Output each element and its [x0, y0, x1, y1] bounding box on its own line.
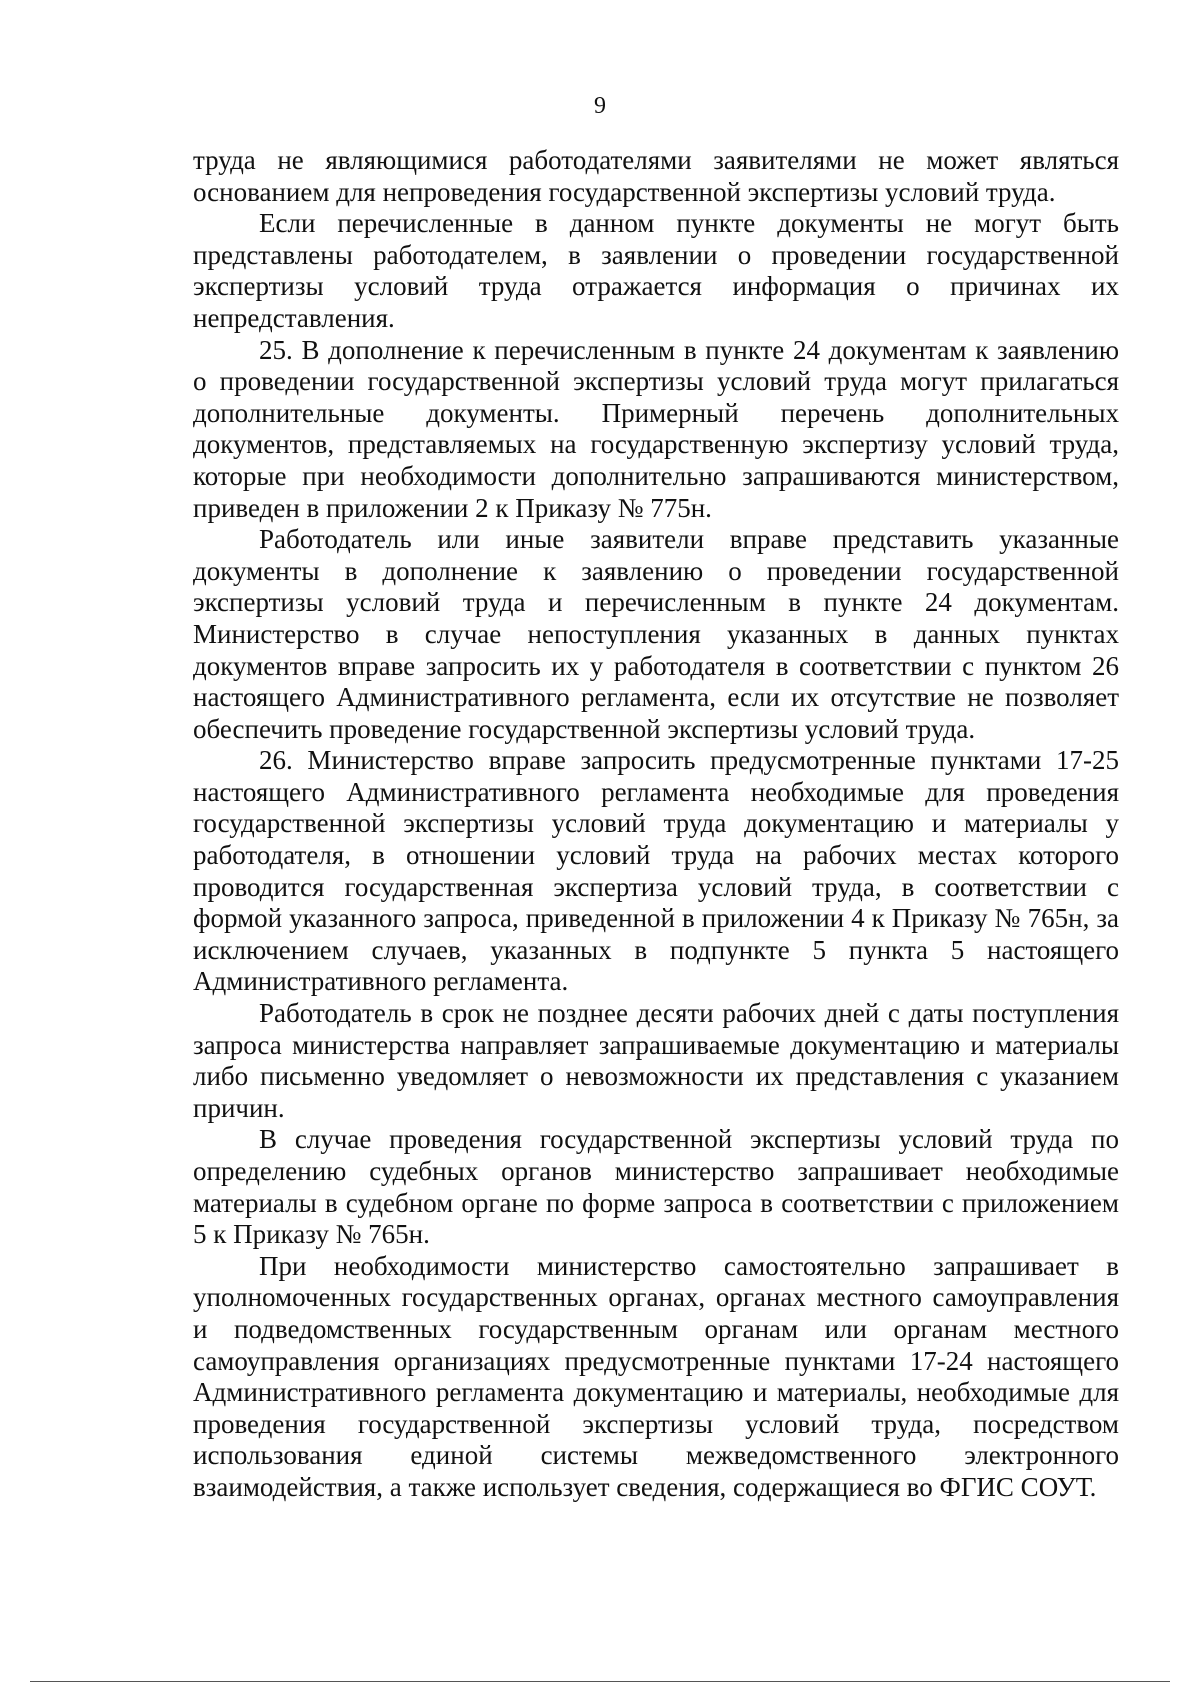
paragraph-item-25: 25. В дополнение к перечисленным в пункте 24 документам к заявлению о проведении государственной экспертизы условий труда могут прилагаться дополнительные документы. Примерный перечень дополнительных документов, представляемых на государственную экспертизу условий труда, которые при необходимости дополнительно запрашиваются министерством, приведен в приложении 2 к Приказу № 775н. — [193, 334, 1119, 523]
page-bottom-rule — [30, 1681, 1170, 1682]
paragraph: Работодатель в срок не позднее десяти рабочих дней с даты поступления запроса министерства направляет запрашиваемые документацию и материалы либо письменно уведомляет о невозможности их представления с указанием причин. — [193, 998, 1119, 1123]
paragraph: Если перечисленные в данном пункте документы не могут быть представлены работодателем, в заявлении о проведении государственной экспертизы условий труда отражается информация о причинах их непредставления. — [193, 208, 1119, 333]
document-body — [193, 145, 1119, 1504]
paragraph: Работодатель или иные заявители вправе представить указанные документы в дополнение к заявлению о проведении государственной экспертизы условий труда и перечисленным в пункте 24 документам. Министерство в случае непоступления указанных в данных пунктах документов вправе запросить их у работодателя в соответствии с пунктом 26 настоящего Административного регламента, если их отсутствие не позволяет обеспечить проведение государственной экспертизы условий труда. — [193, 524, 1119, 744]
paragraph: В случае проведения государственной экспертизы условий труда по определению судебных органов министерство запрашивает необходимые материалы в судебном органе по форме запроса в соответствии с приложением 5 к Приказу № 765н. — [193, 1124, 1119, 1250]
page-number: 9 — [594, 93, 606, 119]
paragraph-continuation: труда не являющимися работодателями заявителями не может являться основанием для непроведения государственной экспертизы условий труда. — [193, 145, 1119, 207]
paragraph-item-26: 26. Министерство вправе запросить предусмотренные пунктами 17-25 настоящего Административного регламента необходимые для проведения государственной экспертизы условий труда документацию и материалы у работодателя, в отношении условий труда на рабочих местах которого проводится государственная экспертиза условий труда, в соответствии с формой указанного запроса, приведенной в приложении 4 к Приказу № 765н, за исключением случаев, указанных в подпункте 5 пункта 5 настоящего Административного регламента. — [193, 745, 1119, 997]
paragraph: При необходимости министерство самостоятельно запрашивает в уполномоченных государственных органах, органах местного самоуправления и подведомственных государственным органам или органам местного самоуправления организациях предусмотренные пунктами 17-24 настоящего Административного регламента документацию и материалы, необходимые для проведения государственной экспертизы условий труда, посредством использования единой системы межведомственного электронного взаимодействия, а также использует сведения, содержащиеся во ФГИС СОУТ. — [193, 1250, 1119, 1502]
